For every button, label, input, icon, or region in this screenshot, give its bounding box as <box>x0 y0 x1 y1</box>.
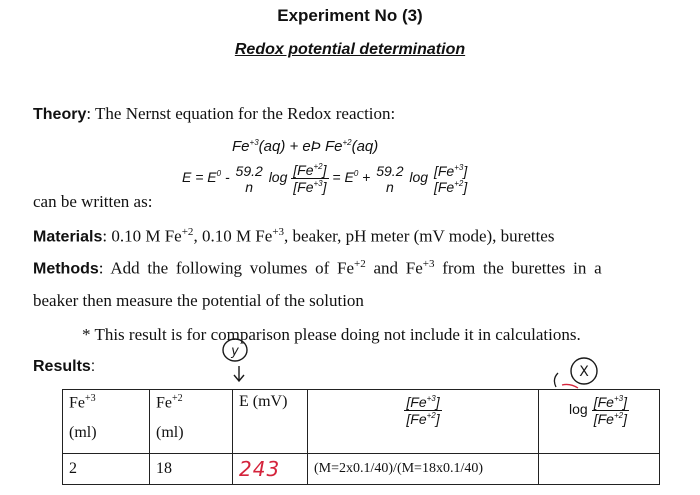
table-row <box>63 454 660 485</box>
page-subtitle: Redox potential determination <box>234 41 466 58</box>
eq-e0-sup-2: 0 <box>353 169 359 179</box>
y-arrow <box>234 366 244 381</box>
cell-fe3: 2 <box>63 454 150 485</box>
header-log: log $\frac{[Fe^{+3}]}{[Fe^{+2}]}$ <box>539 390 660 454</box>
eq-ratio-1: $\frac{[Fe^{+2}]}{[Fe^{+3}]}$ <box>293 162 327 195</box>
eq-equals: = E <box>332 169 354 186</box>
materials-label: Materials <box>33 228 103 246</box>
x-arrow <box>554 373 558 387</box>
reaction-left-state: (aq) + eÞ <box>258 138 321 155</box>
methods-text-a: : Add the following volumes of Fe <box>98 258 354 278</box>
reaction-left-charge: +3 <box>249 138 259 147</box>
cell-ratio: (M=2x0.1/40)/(M=18x0.1/40) <box>308 454 539 485</box>
eq-log: log <box>268 169 288 186</box>
materials-text-c: , beaker, pH meter (mV mode), burettes <box>284 226 555 246</box>
table-header-row <box>63 390 660 454</box>
nernst-equation <box>182 162 469 195</box>
theory-text: : The Nernst equation for the Redox reaction: <box>86 104 396 123</box>
eq-minus: - <box>224 169 230 186</box>
methods-line-2: beaker then measure the potential of the solution <box>33 291 364 310</box>
comparison-note: * This result is for comparison please doing not include it in calculations. <box>82 325 581 344</box>
header-ratio: $\frac{[Fe^{+3}]}{[Fe^{+2}]}$ <box>308 390 539 454</box>
theory-label: Theory <box>33 106 87 123</box>
redox-reaction <box>232 138 378 155</box>
eq-coef-fraction-2: 59.2 n <box>376 162 404 195</box>
header-fe2: $Fe^{+2}$ (ml) <box>150 390 233 454</box>
methods-line <box>33 258 673 279</box>
eq-e0-sup: 0 <box>216 169 222 179</box>
x-letter: X <box>579 364 589 380</box>
reaction-right-state: (aq) <box>351 138 379 155</box>
reaction-right-charge: +2 <box>342 138 352 147</box>
eq-log-2: log <box>409 169 429 186</box>
x-red-tick <box>562 384 578 388</box>
materials-text-a: : 0.10 M Fe <box>102 226 182 246</box>
results-label: Results <box>33 358 91 375</box>
cell-e <box>233 454 308 485</box>
eq-prefix: E = E <box>182 169 217 186</box>
materials-text-b: , 0.10 M Fe <box>193 226 273 246</box>
eq-plus: + <box>362 169 371 186</box>
cell-log <box>539 454 660 485</box>
can-be-written-label: can be written as: <box>33 192 153 211</box>
methods-sup-a: +2 <box>354 258 366 270</box>
materials-line <box>33 226 554 247</box>
theory-line <box>33 104 395 124</box>
results-colon: : <box>90 358 96 375</box>
materials-sup-b: +3 <box>272 226 285 238</box>
reaction-left: Fe <box>232 138 250 155</box>
header-fe3: $Fe^{+3}$ (ml) <box>63 390 150 454</box>
methods-label: Methods <box>33 260 99 278</box>
results-line <box>33 358 95 376</box>
materials-sup-a: +2 <box>181 226 194 238</box>
methods-text-b: and Fe <box>365 258 423 278</box>
reaction-right: Fe <box>324 138 343 155</box>
eq-ratio-2: $[Fe^{+3}]$ $[Fe^{+2}]$ <box>433 162 468 195</box>
header-e: E (mV) <box>233 390 308 454</box>
results-table <box>62 389 660 485</box>
page-title: Experiment No (3) <box>277 6 423 25</box>
cell-e-handwritten: 243 <box>239 457 281 481</box>
y-annotation-mark <box>215 336 255 384</box>
cell-fe2: 18 <box>150 454 233 485</box>
y-letter: y <box>231 344 239 359</box>
eq-coef-fraction: 59.2 n <box>235 162 263 195</box>
methods-sup-b: +3 <box>422 258 435 270</box>
methods-text-c: from the burettes in a <box>434 258 602 278</box>
